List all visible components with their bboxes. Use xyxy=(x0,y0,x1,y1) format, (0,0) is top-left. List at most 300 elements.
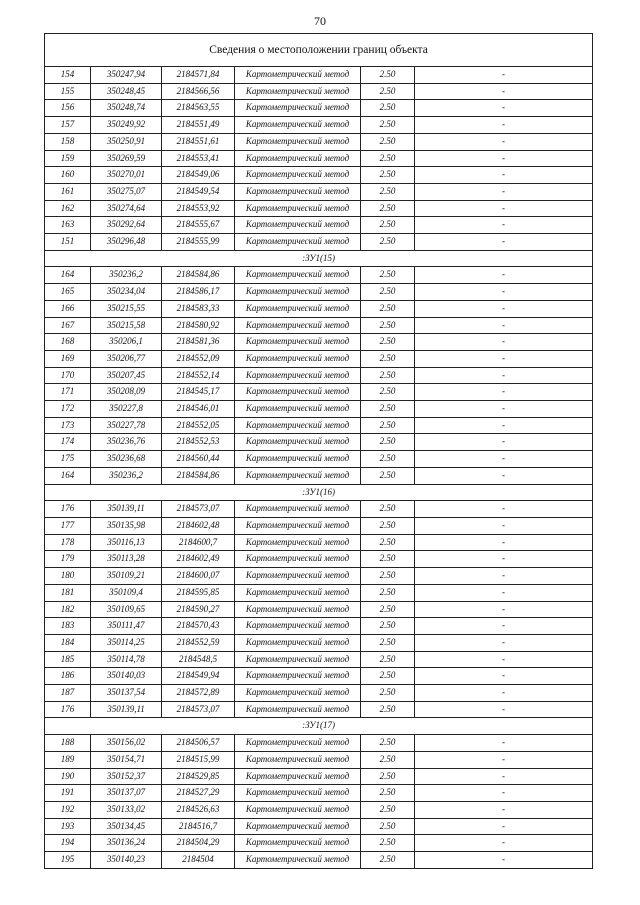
x-coordinate-cell: 350296,48 xyxy=(91,234,162,251)
y-coordinate-cell: 2184552,09 xyxy=(162,350,235,367)
x-coordinate-cell: 350137,07 xyxy=(91,785,162,802)
y-coordinate-cell: 2184552,53 xyxy=(162,434,235,451)
table-row xyxy=(45,735,593,752)
accuracy-cell: 2.50 xyxy=(361,284,415,301)
x-coordinate-cell: 350206,77 xyxy=(91,350,162,367)
point-number-cell: 171 xyxy=(45,384,91,401)
method-cell: Картометрический метод xyxy=(235,651,361,668)
method-cell: Картометрический метод xyxy=(235,150,361,167)
method-cell: Картометрический метод xyxy=(235,785,361,802)
description-cell: - xyxy=(415,284,593,301)
y-coordinate-cell: 2184553,41 xyxy=(162,150,235,167)
description-cell: - xyxy=(415,701,593,718)
x-coordinate-cell: 350109,4 xyxy=(91,584,162,601)
point-number-cell: 154 xyxy=(45,67,91,84)
accuracy-cell: 2.50 xyxy=(361,634,415,651)
y-coordinate-cell: 2184573,07 xyxy=(162,501,235,518)
table-row xyxy=(45,785,593,802)
x-coordinate-cell: 350114,78 xyxy=(91,651,162,668)
method-cell: Картометрический метод xyxy=(235,367,361,384)
y-coordinate-cell: 2184515,99 xyxy=(162,751,235,768)
y-coordinate-cell: 2184551,49 xyxy=(162,117,235,134)
accuracy-cell: 2.50 xyxy=(361,835,415,852)
point-number-cell: 194 xyxy=(45,835,91,852)
y-coordinate-cell: 2184516,7 xyxy=(162,818,235,835)
point-number-cell: 155 xyxy=(45,83,91,100)
point-number-cell: 184 xyxy=(45,634,91,651)
x-coordinate-cell: 350248,74 xyxy=(91,100,162,117)
table-row xyxy=(45,83,593,100)
method-cell: Картометрический метод xyxy=(235,751,361,768)
y-coordinate-cell: 2184560,44 xyxy=(162,451,235,468)
accuracy-cell: 2.50 xyxy=(361,234,415,251)
description-cell: - xyxy=(415,367,593,384)
point-number-cell: 192 xyxy=(45,801,91,818)
x-coordinate-cell: 350275,07 xyxy=(91,183,162,200)
accuracy-cell: 2.50 xyxy=(361,785,415,802)
y-coordinate-cell: 2184552,59 xyxy=(162,634,235,651)
point-number-cell: 180 xyxy=(45,568,91,585)
accuracy-cell: 2.50 xyxy=(361,584,415,601)
table-row xyxy=(45,768,593,785)
table-row xyxy=(45,534,593,551)
method-cell: Картометрический метод xyxy=(235,217,361,234)
x-coordinate-cell: 350247,94 xyxy=(91,67,162,84)
description-cell: - xyxy=(415,384,593,401)
table-row xyxy=(45,818,593,835)
point-number-cell: 164 xyxy=(45,267,91,284)
x-coordinate-cell: 350236,76 xyxy=(91,434,162,451)
description-cell: - xyxy=(415,234,593,251)
accuracy-cell: 2.50 xyxy=(361,350,415,367)
description-cell: - xyxy=(415,751,593,768)
method-cell: Картометрический метод xyxy=(235,133,361,150)
y-coordinate-cell: 2184571,84 xyxy=(162,67,235,84)
accuracy-cell: 2.50 xyxy=(361,701,415,718)
accuracy-cell: 2.50 xyxy=(361,384,415,401)
method-cell: Картометрический метод xyxy=(235,634,361,651)
method-cell: Картометрический метод xyxy=(235,818,361,835)
x-coordinate-cell: 350136,24 xyxy=(91,835,162,852)
description-cell: - xyxy=(415,634,593,651)
x-coordinate-cell: 350109,65 xyxy=(91,601,162,618)
description-cell: - xyxy=(415,167,593,184)
method-cell: Картометрический метод xyxy=(235,83,361,100)
point-number-cell: 193 xyxy=(45,818,91,835)
x-coordinate-cell: 350206,1 xyxy=(91,334,162,351)
x-coordinate-cell: 350156,02 xyxy=(91,735,162,752)
table-row xyxy=(45,217,593,234)
accuracy-cell: 2.50 xyxy=(361,401,415,418)
y-coordinate-cell: 2184545,17 xyxy=(162,384,235,401)
method-cell: Картометрический метод xyxy=(235,117,361,134)
method-cell: Картометрический метод xyxy=(235,234,361,251)
y-coordinate-cell: 2184546,01 xyxy=(162,401,235,418)
x-coordinate-cell: 350292,64 xyxy=(91,217,162,234)
accuracy-cell: 2.50 xyxy=(361,517,415,534)
table-row xyxy=(45,685,593,702)
description-cell: - xyxy=(415,133,593,150)
accuracy-cell: 2.50 xyxy=(361,685,415,702)
y-coordinate-cell: 2184584,86 xyxy=(162,267,235,284)
point-number-cell: 195 xyxy=(45,852,91,869)
boundary-coordinates-table xyxy=(44,33,593,869)
point-number-cell: 181 xyxy=(45,584,91,601)
accuracy-cell: 2.50 xyxy=(361,618,415,635)
method-cell: Картометрический метод xyxy=(235,618,361,635)
section-label-row xyxy=(45,250,593,267)
description-cell: - xyxy=(415,434,593,451)
x-coordinate-cell: 350134,45 xyxy=(91,818,162,835)
method-cell: Картометрический метод xyxy=(235,517,361,534)
x-coordinate-cell: 350139,11 xyxy=(91,501,162,518)
method-cell: Картометрический метод xyxy=(235,835,361,852)
x-coordinate-cell: 350215,58 xyxy=(91,317,162,334)
table-row xyxy=(45,334,593,351)
accuracy-cell: 2.50 xyxy=(361,768,415,785)
table-row xyxy=(45,852,593,869)
table-row xyxy=(45,618,593,635)
method-cell: Картометрический метод xyxy=(235,417,361,434)
point-number-cell: 179 xyxy=(45,551,91,568)
y-coordinate-cell: 2184555,99 xyxy=(162,234,235,251)
method-cell: Картометрический метод xyxy=(235,735,361,752)
accuracy-cell: 2.50 xyxy=(361,852,415,869)
y-coordinate-cell: 2184563,55 xyxy=(162,100,235,117)
table-row xyxy=(45,434,593,451)
y-coordinate-cell: 2184555,67 xyxy=(162,217,235,234)
x-coordinate-cell: 350270,01 xyxy=(91,167,162,184)
method-cell: Картометрический метод xyxy=(235,300,361,317)
method-cell: Картометрический метод xyxy=(235,67,361,84)
x-coordinate-cell: 350236,2 xyxy=(91,467,162,484)
point-number-cell: 156 xyxy=(45,100,91,117)
point-number-cell: 163 xyxy=(45,217,91,234)
description-cell: - xyxy=(415,183,593,200)
point-number-cell: 176 xyxy=(45,501,91,518)
point-number-cell: 157 xyxy=(45,117,91,134)
y-coordinate-cell: 2184506,57 xyxy=(162,735,235,752)
method-cell: Картометрический метод xyxy=(235,601,361,618)
table-body xyxy=(45,34,593,869)
x-coordinate-cell: 350269,59 xyxy=(91,150,162,167)
accuracy-cell: 2.50 xyxy=(361,534,415,551)
description-cell: - xyxy=(415,534,593,551)
accuracy-cell: 2.50 xyxy=(361,117,415,134)
accuracy-cell: 2.50 xyxy=(361,801,415,818)
y-coordinate-cell: 2184595,85 xyxy=(162,584,235,601)
method-cell: Картометрический метод xyxy=(235,284,361,301)
description-cell: - xyxy=(415,501,593,518)
description-cell: - xyxy=(415,267,593,284)
description-cell: - xyxy=(415,735,593,752)
accuracy-cell: 2.50 xyxy=(361,67,415,84)
y-coordinate-cell: 2184551,61 xyxy=(162,133,235,150)
method-cell: Картометрический метод xyxy=(235,267,361,284)
point-number-cell: 168 xyxy=(45,334,91,351)
point-number-cell: 176 xyxy=(45,701,91,718)
x-coordinate-cell: 350139,11 xyxy=(91,701,162,718)
y-coordinate-cell: 2184584,86 xyxy=(162,467,235,484)
accuracy-cell: 2.50 xyxy=(361,417,415,434)
table-row xyxy=(45,501,593,518)
section-label: :ЗУ1(15) xyxy=(45,250,593,267)
description-cell: - xyxy=(415,668,593,685)
x-coordinate-cell: 350133,02 xyxy=(91,801,162,818)
accuracy-cell: 2.50 xyxy=(361,651,415,668)
accuracy-cell: 2.50 xyxy=(361,818,415,835)
y-coordinate-cell: 2184580,92 xyxy=(162,317,235,334)
point-number-cell: 189 xyxy=(45,751,91,768)
section-label: :ЗУ1(16) xyxy=(45,484,593,501)
method-cell: Картометрический метод xyxy=(235,384,361,401)
table-title-row xyxy=(45,34,593,67)
page-number: 70 xyxy=(314,14,326,28)
accuracy-cell: 2.50 xyxy=(361,451,415,468)
table-row xyxy=(45,267,593,284)
accuracy-cell: 2.50 xyxy=(361,735,415,752)
method-cell: Картометрический метод xyxy=(235,801,361,818)
point-number-cell: 178 xyxy=(45,534,91,551)
point-number-cell: 162 xyxy=(45,200,91,217)
point-number-cell: 186 xyxy=(45,668,91,685)
description-cell: - xyxy=(415,83,593,100)
y-coordinate-cell: 2184602,49 xyxy=(162,551,235,568)
y-coordinate-cell: 2184552,14 xyxy=(162,367,235,384)
description-cell: - xyxy=(415,350,593,367)
x-coordinate-cell: 350154,71 xyxy=(91,751,162,768)
x-coordinate-cell: 350140,03 xyxy=(91,668,162,685)
table-row xyxy=(45,601,593,618)
description-cell: - xyxy=(415,200,593,217)
y-coordinate-cell: 2184572,89 xyxy=(162,685,235,702)
point-number-cell: 185 xyxy=(45,651,91,668)
x-coordinate-cell: 350274,64 xyxy=(91,200,162,217)
point-number-cell: 169 xyxy=(45,350,91,367)
point-number-cell: 190 xyxy=(45,768,91,785)
x-coordinate-cell: 350113,28 xyxy=(91,551,162,568)
accuracy-cell: 2.50 xyxy=(361,200,415,217)
table-row xyxy=(45,668,593,685)
method-cell: Картометрический метод xyxy=(235,451,361,468)
point-number-cell: 173 xyxy=(45,417,91,434)
table-row xyxy=(45,67,593,84)
point-number-cell: 182 xyxy=(45,601,91,618)
y-coordinate-cell: 2184529,85 xyxy=(162,768,235,785)
description-cell: - xyxy=(415,417,593,434)
y-coordinate-cell: 2184590,27 xyxy=(162,601,235,618)
method-cell: Картометрический метод xyxy=(235,200,361,217)
table-row xyxy=(45,451,593,468)
accuracy-cell: 2.50 xyxy=(361,601,415,618)
description-cell: - xyxy=(415,401,593,418)
x-coordinate-cell: 350116,13 xyxy=(91,534,162,551)
x-coordinate-cell: 350207,45 xyxy=(91,367,162,384)
y-coordinate-cell: 2184602,48 xyxy=(162,517,235,534)
x-coordinate-cell: 350135,98 xyxy=(91,517,162,534)
section-label: :ЗУ1(17) xyxy=(45,718,593,735)
accuracy-cell: 2.50 xyxy=(361,751,415,768)
accuracy-cell: 2.50 xyxy=(361,551,415,568)
table-row xyxy=(45,133,593,150)
point-number-cell: 161 xyxy=(45,183,91,200)
accuracy-cell: 2.50 xyxy=(361,217,415,234)
x-coordinate-cell: 350250,91 xyxy=(91,133,162,150)
accuracy-cell: 2.50 xyxy=(361,467,415,484)
table-row xyxy=(45,350,593,367)
method-cell: Картометрический метод xyxy=(235,434,361,451)
y-coordinate-cell: 2184552,05 xyxy=(162,417,235,434)
y-coordinate-cell: 2184504 xyxy=(162,852,235,869)
accuracy-cell: 2.50 xyxy=(361,100,415,117)
y-coordinate-cell: 2184583,33 xyxy=(162,300,235,317)
method-cell: Картометрический метод xyxy=(235,100,361,117)
description-cell: - xyxy=(415,67,593,84)
description-cell: - xyxy=(415,835,593,852)
table-row xyxy=(45,835,593,852)
description-cell: - xyxy=(415,100,593,117)
description-cell: - xyxy=(415,467,593,484)
point-number-cell: 191 xyxy=(45,785,91,802)
x-coordinate-cell: 350109,21 xyxy=(91,568,162,585)
table-row xyxy=(45,584,593,601)
table-row xyxy=(45,417,593,434)
method-cell: Картометрический метод xyxy=(235,317,361,334)
y-coordinate-cell: 2184549,06 xyxy=(162,167,235,184)
y-coordinate-cell: 2184553,92 xyxy=(162,200,235,217)
method-cell: Картометрический метод xyxy=(235,852,361,869)
point-number-cell: 167 xyxy=(45,317,91,334)
description-cell: - xyxy=(415,150,593,167)
method-cell: Картометрический метод xyxy=(235,584,361,601)
y-coordinate-cell: 2184548,5 xyxy=(162,651,235,668)
point-number-cell: 170 xyxy=(45,367,91,384)
table-row xyxy=(45,234,593,251)
table-row xyxy=(45,467,593,484)
description-cell: - xyxy=(415,685,593,702)
description-cell: - xyxy=(415,785,593,802)
description-cell: - xyxy=(415,551,593,568)
x-coordinate-cell: 350248,45 xyxy=(91,83,162,100)
description-cell: - xyxy=(415,300,593,317)
point-number-cell: 183 xyxy=(45,618,91,635)
table-row xyxy=(45,701,593,718)
description-cell: - xyxy=(415,451,593,468)
table-row xyxy=(45,117,593,134)
table-row xyxy=(45,100,593,117)
point-number-cell: 166 xyxy=(45,300,91,317)
x-coordinate-cell: 350227,78 xyxy=(91,417,162,434)
x-coordinate-cell: 350236,2 xyxy=(91,267,162,284)
point-number-cell: 164 xyxy=(45,467,91,484)
method-cell: Картометрический метод xyxy=(235,701,361,718)
point-number-cell: 187 xyxy=(45,685,91,702)
description-cell: - xyxy=(415,217,593,234)
x-coordinate-cell: 350137,54 xyxy=(91,685,162,702)
accuracy-cell: 2.50 xyxy=(361,367,415,384)
description-cell: - xyxy=(415,568,593,585)
y-coordinate-cell: 2184570,43 xyxy=(162,618,235,635)
y-coordinate-cell: 2184573,07 xyxy=(162,701,235,718)
description-cell: - xyxy=(415,584,593,601)
accuracy-cell: 2.50 xyxy=(361,568,415,585)
point-number-cell: 158 xyxy=(45,133,91,150)
x-coordinate-cell: 350249,92 xyxy=(91,117,162,134)
description-cell: - xyxy=(415,801,593,818)
table-row xyxy=(45,367,593,384)
table-row xyxy=(45,634,593,651)
description-cell: - xyxy=(415,818,593,835)
table-row xyxy=(45,551,593,568)
table-row xyxy=(45,651,593,668)
description-cell: - xyxy=(415,768,593,785)
table-row xyxy=(45,568,593,585)
x-coordinate-cell: 350215,55 xyxy=(91,300,162,317)
table-row xyxy=(45,801,593,818)
table-row xyxy=(45,167,593,184)
table-row xyxy=(45,517,593,534)
description-cell: - xyxy=(415,618,593,635)
accuracy-cell: 2.50 xyxy=(361,300,415,317)
x-coordinate-cell: 350114,25 xyxy=(91,634,162,651)
accuracy-cell: 2.50 xyxy=(361,501,415,518)
accuracy-cell: 2.50 xyxy=(361,183,415,200)
point-number-cell: 165 xyxy=(45,284,91,301)
description-cell: - xyxy=(415,117,593,134)
table-row xyxy=(45,384,593,401)
table-row xyxy=(45,317,593,334)
table-row xyxy=(45,200,593,217)
table-title: Сведения о местоположении границ объекта xyxy=(45,34,593,67)
x-coordinate-cell: 350152,37 xyxy=(91,768,162,785)
y-coordinate-cell: 2184504,29 xyxy=(162,835,235,852)
method-cell: Картометрический метод xyxy=(235,551,361,568)
table-row xyxy=(45,150,593,167)
x-coordinate-cell: 350111,47 xyxy=(91,618,162,635)
method-cell: Картометрический метод xyxy=(235,768,361,785)
method-cell: Картометрический метод xyxy=(235,350,361,367)
point-number-cell: 172 xyxy=(45,401,91,418)
table-row xyxy=(45,183,593,200)
y-coordinate-cell: 2184600,07 xyxy=(162,568,235,585)
point-number-cell: 177 xyxy=(45,517,91,534)
y-coordinate-cell: 2184549,94 xyxy=(162,668,235,685)
description-cell: - xyxy=(415,334,593,351)
method-cell: Картометрический метод xyxy=(235,401,361,418)
section-label-row xyxy=(45,484,593,501)
description-cell: - xyxy=(415,317,593,334)
x-coordinate-cell: 350236,68 xyxy=(91,451,162,468)
y-coordinate-cell: 2184526,63 xyxy=(162,801,235,818)
method-cell: Картометрический метод xyxy=(235,568,361,585)
accuracy-cell: 2.50 xyxy=(361,334,415,351)
description-cell: - xyxy=(415,517,593,534)
y-coordinate-cell: 2184527,29 xyxy=(162,785,235,802)
point-number-cell: 175 xyxy=(45,451,91,468)
method-cell: Картометрический метод xyxy=(235,167,361,184)
accuracy-cell: 2.50 xyxy=(361,83,415,100)
x-coordinate-cell: 350208,09 xyxy=(91,384,162,401)
x-coordinate-cell: 350234,04 xyxy=(91,284,162,301)
accuracy-cell: 2.50 xyxy=(361,317,415,334)
accuracy-cell: 2.50 xyxy=(361,434,415,451)
table-row xyxy=(45,401,593,418)
y-coordinate-cell: 2184581,36 xyxy=(162,334,235,351)
method-cell: Картометрический метод xyxy=(235,467,361,484)
point-number-cell: 160 xyxy=(45,167,91,184)
table-row xyxy=(45,300,593,317)
method-cell: Картометрический метод xyxy=(235,334,361,351)
